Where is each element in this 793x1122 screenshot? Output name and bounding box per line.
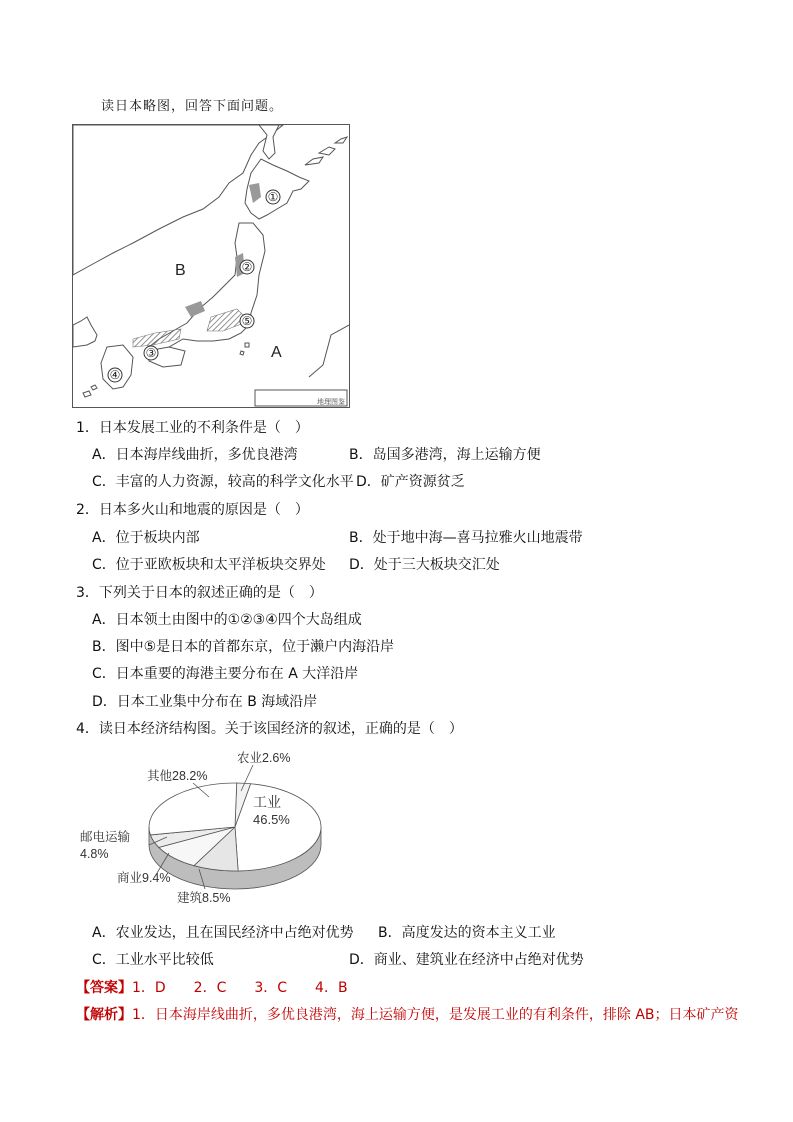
pie-label-construction: 建筑8.5% (177, 891, 231, 905)
q2-stem: 2．日本多火山和地震的原因是（ ） (76, 502, 309, 518)
q1-option-d[interactable]: D．矿产资源贫乏 (356, 474, 465, 490)
answer-line (76, 977, 348, 997)
q2-option-c[interactable]: C．位于亚欧板块和太平洋板块交界处 (92, 557, 326, 573)
marker-2: ② (241, 260, 253, 274)
q4-stem: 4．读日本经济结构图。关于该国经济的叙述，正确的是（ ） (76, 721, 463, 737)
q4-option-b[interactable]: B．高度发达的资本主义工业 (378, 925, 556, 941)
analysis-line (76, 1004, 739, 1024)
pie-label-agriculture: 农业2.6% (237, 751, 291, 765)
japan-map-svg (73, 125, 349, 407)
pie-label-post: 邮电运输 (80, 830, 131, 844)
kyushu-outline (101, 345, 133, 389)
pie-label-industry: 工业 (253, 794, 281, 810)
economy-pie-chart (75, 745, 335, 905)
q2-option-a[interactable]: A．位于板块内部 (92, 530, 200, 546)
answer-text: 1．D 2．C 3．C 4．B (132, 980, 348, 996)
japan-map (72, 124, 350, 408)
pie-slice-其他 (149, 783, 237, 835)
answer-tag: 【答案】 (76, 980, 132, 996)
marker-1: ① (267, 190, 279, 204)
q1-stem: 1．日本发展工业的不利条件是（ ） (76, 420, 309, 436)
q3-stem: 3．下列关于日本的叙述正确的是（ ） (76, 585, 323, 601)
analysis-text: 1．日本海岸线曲折，多优良港湾，海上运输方便，是发展工业的有利条件，排除 AB；日本矿产资 (132, 1007, 739, 1023)
label-B: B (175, 262, 186, 279)
q4-option-c[interactable]: C．工业水平比较低 (92, 952, 214, 968)
pie-label-post-value: 4.8% (80, 847, 109, 861)
pie-label-industry-value: 46.5% (253, 812, 290, 827)
marker-5: ⑤ (241, 314, 253, 328)
marker-3: ③ (145, 346, 157, 360)
label-A: A (271, 344, 282, 361)
inset-boundary (309, 325, 349, 377)
pie-body (149, 783, 321, 889)
map-watermark: 地理图鉴 (317, 399, 345, 406)
q3-option-c[interactable]: C．日本重要的海港主要分布在 A 大洋沿岸 (92, 666, 359, 682)
intro-text: 读日本略图，回答下面问题。 (101, 99, 284, 114)
q1-option-b[interactable]: B．岛国多港湾，海上运输方便 (349, 447, 541, 463)
marker-4: ④ (109, 368, 121, 382)
q4-option-d[interactable]: D．商业、建筑业在经济中占绝对优势 (349, 952, 584, 968)
pie-label-commerce: 商业9.4% (117, 871, 171, 885)
q1-option-c[interactable]: C．丰富的人力资源，较高的科学文化水平 (92, 474, 354, 490)
kuril-islands (305, 137, 347, 165)
q4-option-a[interactable]: A．农业发达，且在国民经济中占绝对优势 (92, 925, 354, 941)
q3-option-d[interactable]: D．日本工业集中分布在 B 海域沿岸 (92, 694, 318, 710)
pie-svg (75, 745, 335, 905)
q1-option-a[interactable]: A．日本海岸线曲折，多优良港湾 (92, 447, 298, 463)
q3-option-b[interactable]: B．图中⑤是日本的首都东京，位于濑户内海沿岸 (92, 639, 395, 655)
pie-label-other: 其他28.2% (147, 769, 208, 783)
q2-option-b[interactable]: B．处于地中海—喜马拉雅火山地震带 (349, 530, 583, 546)
analysis-tag: 【解析】 (76, 1007, 132, 1023)
q3-option-a[interactable]: A．日本领土由图中的①②③④四个大岛组成 (92, 612, 362, 628)
q2-option-d[interactable]: D．处于三大板块交汇处 (349, 557, 500, 573)
korea-outline (73, 317, 97, 347)
